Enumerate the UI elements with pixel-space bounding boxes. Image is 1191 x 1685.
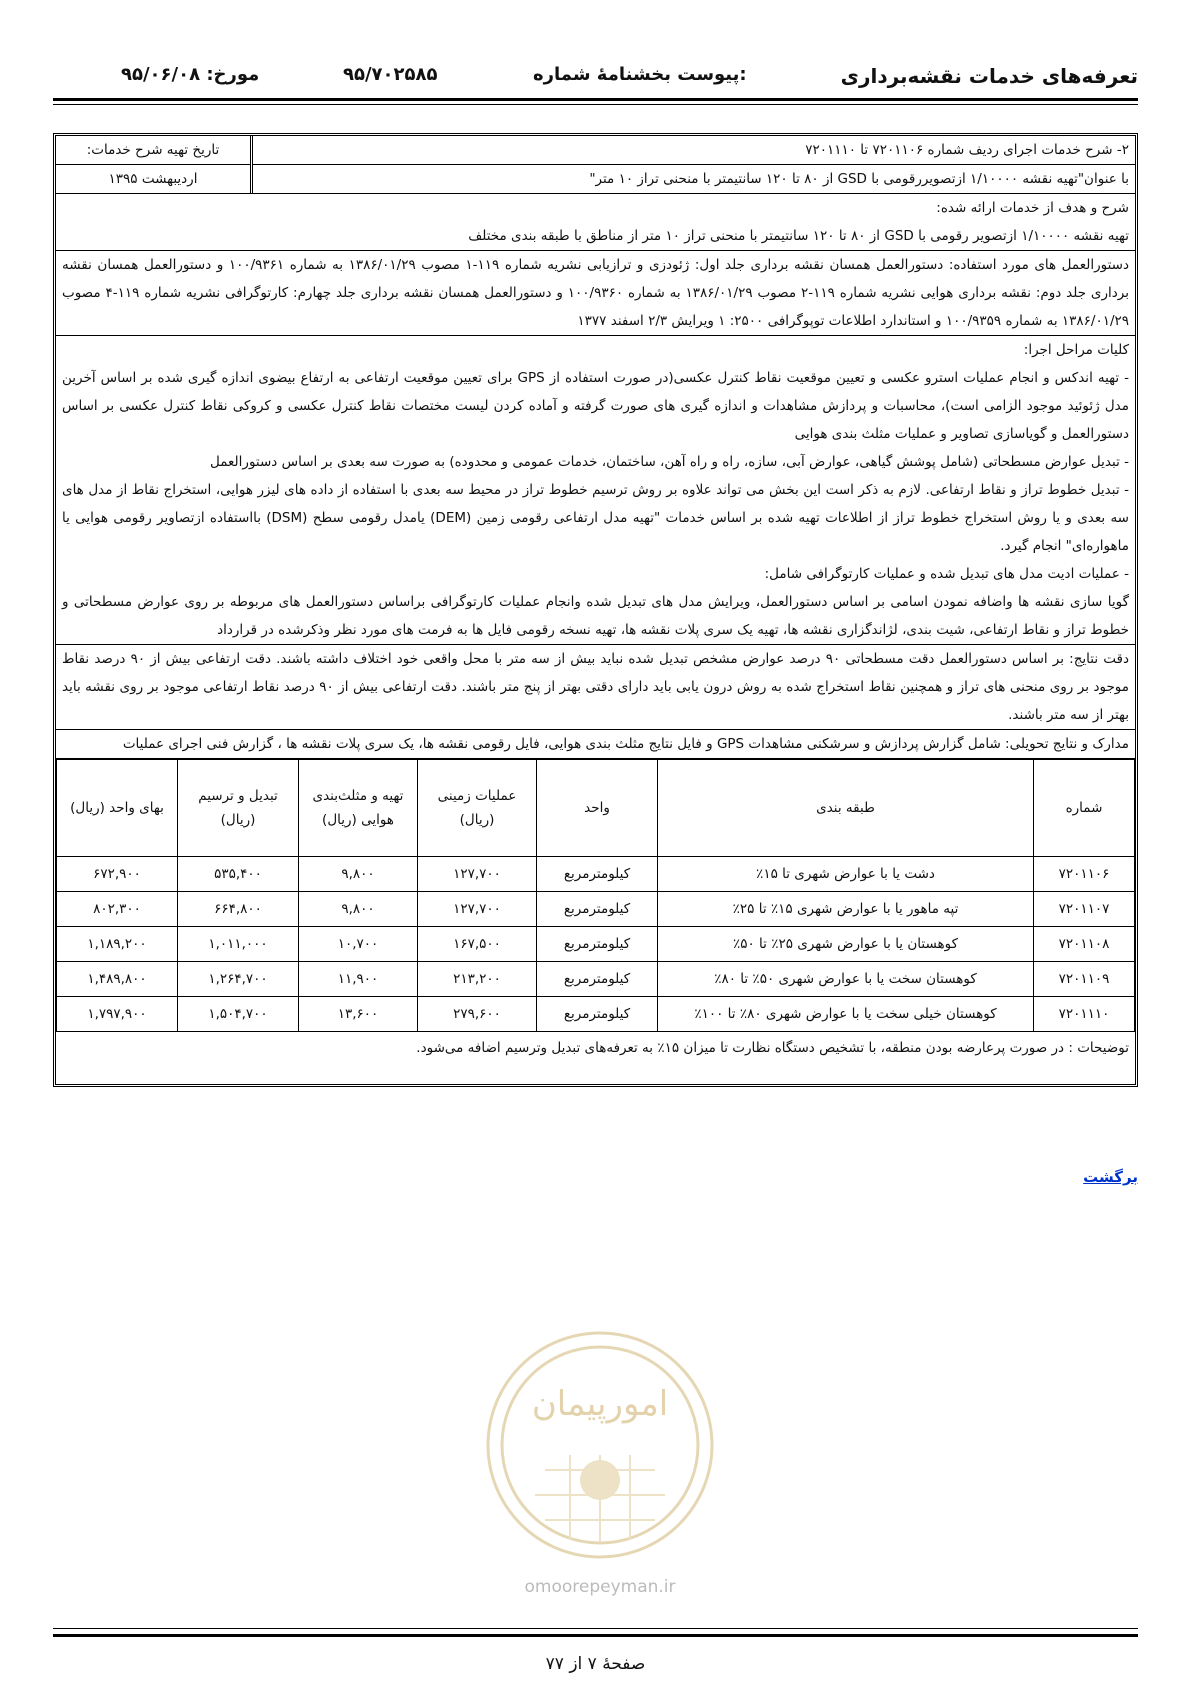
table-row xyxy=(57,857,1135,892)
cell-aerial: ۱۰,۷۰۰ xyxy=(299,927,418,962)
cell-ground: ۲۷۹,۶۰۰ xyxy=(418,997,537,1032)
table-row xyxy=(57,927,1135,962)
cell-unit: کیلومترمربع xyxy=(537,857,658,892)
cell-ground: ۱۶۷,۵۰۰ xyxy=(418,927,537,962)
cell-unit: کیلومترمربع xyxy=(537,927,658,962)
cell-conversion: ۱,۵۰۴,۷۰۰ xyxy=(178,997,299,1032)
cell-unit-price: ۱,۷۹۷,۹۰۰ xyxy=(57,997,178,1032)
header-date: مورخ: ۹۵/۰۶/۰۸ xyxy=(121,64,260,85)
cell-aerial: ۹,۸۰۰ xyxy=(299,892,418,927)
logo-lettering: امورپیمان xyxy=(531,1384,669,1424)
cell-unit: کیلومترمربع xyxy=(537,962,658,997)
cell-ground: ۲۱۳,۲۰۰ xyxy=(418,962,537,997)
col-ground: عملیات زمینی (ریال) xyxy=(418,760,537,857)
cell-aerial: ۱۱,۹۰۰ xyxy=(299,962,418,997)
cell-aerial: ۱۳,۶۰۰ xyxy=(299,997,418,1032)
purpose-title: شرح و هدف از خدمات ارائه شده: xyxy=(936,200,1129,216)
cell-class: کوهستان یا با عوارض شهری ۲۵٪ تا ۵۰٪ xyxy=(658,927,1034,962)
standards-section xyxy=(56,251,1135,336)
watermark-site: omoorepeyman.ir xyxy=(524,1577,676,1597)
cell-unit-price: ۸۰۲,۳۰۰ xyxy=(57,892,178,927)
col-unit-price: بهای واحد (ریال) xyxy=(57,760,178,857)
header-rule-thick xyxy=(53,98,1138,101)
cell-code: ۷۲۰۱۱۰۷ xyxy=(1034,892,1135,927)
col-class: طبقه بندی xyxy=(658,760,1034,857)
cell-unit-price: ۶۷۲,۹۰۰ xyxy=(57,857,178,892)
table-row xyxy=(57,997,1135,1032)
cell-class: کوهستان خیلی سخت یا با عوارض شهری ۸۰٪ تا ۱۰۰٪ xyxy=(658,997,1034,1032)
service-description-box xyxy=(53,133,1138,1087)
service-range: ۲- شرح خدمات اجرای ردیف شماره ۷۲۰۱۱۰۶ تا ۷۲۰۱۱۱۰ xyxy=(253,136,1135,165)
purpose-text: تهیه نقشه ۱/۱۰۰۰۰ ازتصویر رقومی با GSD از ۸۰ تا ۱۲۰ سانتیمتر با منحنی تراز ۱۰ متر از مناطق با طبقه بندی مختلف xyxy=(468,228,1129,244)
col-conversion: تبدیل و ترسیم (ریال) xyxy=(178,760,299,857)
col-aerial: تهیه و مثلث‌بندی هوایی (ریال) xyxy=(299,760,418,857)
page-header xyxy=(53,58,1138,98)
service-title: با عنوان"تهیه نقشه ۱/۱۰۰۰۰ ازتصویررقومی با GSD از ۸۰ تا ۱۲۰ سانتیمتر با منحنی تراز ۱۰ متر" xyxy=(589,171,1129,187)
cell-code: ۷۲۰۱۱۰۹ xyxy=(1034,962,1135,997)
step-1: - تهیه اندکس و انجام عملیات استرو عکسی و تعیین موقعیت نقاط کنترل عکسی(در صورت استفاده از GPS برای تعیین موقعیت ارتفاعی به ارتفاع بیضوی اندازه گیری شده بر اساس آخرین مدل ژئوئید موجود الزامی است)، محاسبات و پردازش مشاهدات و اندازه گیری های صورت گرفته و آماده کردن لیست مختصات نقاط کنترل عکسی و کروکی نقاط کنترل عکسی بر اساس دستورالعمل و گویاسازی تصاویر و عملیات مثلث بندی هوایی xyxy=(62,370,1129,442)
cell-code: ۷۲۰۱۱۱۰ xyxy=(1034,997,1135,1032)
table-note: توضیحات : در صورت پرعارضه بودن منطقه، با تشخیص دستگاه نظارت تا میزان ۱۵٪ به تعرفه‌های تبدیل وترسیم اضافه می‌شود. xyxy=(416,1040,1129,1056)
table-header-row xyxy=(57,760,1135,857)
steps-title: کلیات مراحل اجرا: xyxy=(1023,342,1129,358)
footer-rule-thick xyxy=(53,1634,1138,1637)
col-unit: واحد xyxy=(537,760,658,857)
header-memo-number: ۹۵/۷۰۲۵۸۵ xyxy=(343,64,438,85)
cell-code: ۷۲۰۱۱۰۸ xyxy=(1034,927,1135,962)
step-3: - تبدیل خطوط تراز و نقاط ارتفاعی. لازم به ذکر است این بخش می تواند علاوه بر روش ترسیم خطوط تراز در محیط سه بعدی با استفاده از داده های لیزر هوایی، استخراج نقاط از مدل های سه بعدی و یا روش استخراج خطوط تراز از اطلاعات تهیه شده بر اساس خدمات "تهیه مدل ارتفاعی رقومی زمین (DEM) یامدل رقومی سطح (DSM) بااستفاده ازتصاویر رقومی هوایی یا ماهواره‌ای" انجام گیرد. xyxy=(62,482,1129,554)
header-rule-thin xyxy=(53,104,1138,105)
cell-conversion: ۱,۰۱۱,۰۰۰ xyxy=(178,927,299,962)
service-title-row xyxy=(56,136,1135,194)
cell-code: ۷۲۰۱۱۰۶ xyxy=(1034,857,1135,892)
cell-class: تپه ماهور یا با عوارض شهری ۱۵٪ تا ۲۵٪ xyxy=(658,892,1034,927)
tariff-table xyxy=(56,759,1135,1032)
cell-unit-price: ۱,۴۸۹,۸۰۰ xyxy=(57,962,178,997)
table-row xyxy=(57,892,1135,927)
cell-unit: کیلومترمربع xyxy=(537,997,658,1032)
standards-text: دستورالعمل های مورد استفاده: دستورالعمل همسان نقشه برداری جلد اول: ژئودزی و ترازیابی نشریه شماره ۱۱۹-۱ مصوب ۱۳۸۶/۰۱/۲۹ به شماره ۱۰۰/۹۳۶۱ و دستورالعمل همسان نقشه برداری جلد دوم: نقشه برداری هوایی نشریه شماره ۱۱۹-۲ مصوب ۱۳۸۶/۰۱/۲۹ به شماره ۱۰۰/۹۳۶۰ و دستورالعمل همسان نقشه برداری جلد چهارم: کارتوگرافی نشریه شماره ۱۱۹-۴ مصوب ۱۳۸۶/۰۱/۲۹ به شماره ۱۰۰/۹۳۵۹ و استاندارد اطلاعات توپوگرافی ۲۵۰۰: ۱ ویرایش ۲/۳ اسفند ۱۳۷۷ xyxy=(62,257,1129,329)
cell-conversion: ۶۶۴,۸۰۰ xyxy=(178,892,299,927)
purpose-section xyxy=(56,194,1135,251)
cell-conversion: ۵۳۵,۴۰۰ xyxy=(178,857,299,892)
steps-section xyxy=(56,336,1135,645)
step-4: - عملیات ادیت مدل های تبدیل شده و عملیات کارتوگرافی شامل: xyxy=(764,566,1129,582)
deliverables-text: مدارک و نتایج تحویلی: شامل گزارش پردازش و سرشکنی مشاهدات GPS و فایل نتایج مثلث بندی هوایی، فایل رقومی نقشه ها، یک سری پلات نقشه ها ، گزارش فنی اجرای عملیات xyxy=(122,736,1129,752)
cell-unit-price: ۱,۱۸۹,۲۰۰ xyxy=(57,927,178,962)
prep-date-label: تاریخ تهیه شرح خدمات: xyxy=(56,136,250,165)
footer-rule-thin xyxy=(53,1628,1138,1629)
back-link[interactable]: برگشت xyxy=(1083,1168,1138,1186)
cell-ground: ۱۲۷,۷۰۰ xyxy=(418,892,537,927)
header-memo-label: پیوست بخشنامهٔ شماره: xyxy=(533,64,747,85)
cell-conversion: ۱,۲۶۴,۷۰۰ xyxy=(178,962,299,997)
page-number: صفحهٔ ۷ از ۷۷ xyxy=(545,1654,646,1674)
table-row xyxy=(57,962,1135,997)
step-5: گویا سازی نقشه ها واضافه نمودن اسامی بر اساس دستورالعمل، ویرایش مدل های تبدیل شده وانجام عملیات کارتوگرافی براساس دستورالعمل های مربوطه بر روی عوارض مسطحاتی و خطوط تراز و نقاط ارتفاعی، شیت بندی، لژاندگزاری نقشه ها، تهیه یک سری پلات نقشه ها، تهیه نسخه رقومی فایل ها به فرمت های مورد نظر وذکرشده در قرارداد xyxy=(62,594,1129,638)
cell-aerial: ۹,۸۰۰ xyxy=(299,857,418,892)
cell-ground: ۱۲۷,۷۰۰ xyxy=(418,857,537,892)
accuracy-section xyxy=(56,645,1135,730)
cell-class: کوهستان سخت یا با عوارض شهری ۵۰٪ تا ۸۰٪ xyxy=(658,962,1034,997)
omoorepeyman-watermark-logo xyxy=(475,1320,725,1610)
cell-class: دشت یا با عوارض شهری تا ۱۵٪ xyxy=(658,857,1034,892)
cell-unit: کیلومترمربع xyxy=(537,892,658,927)
col-code: شماره xyxy=(1034,760,1135,857)
header-title: تعرفه‌های خدمات نقشه‌برداری xyxy=(840,64,1138,88)
deliverables-section xyxy=(56,730,1135,759)
accuracy-text: دقت نتایج: بر اساس دستورالعمل دقت مسطحاتی ۹۰ درصد عوارض مشخص تبدیل شده نباید بیش از سه متر با محل واقعی خود اختلاف داشته باشند. دقت ارتفاعی بیش از ۹۰ درصد نقاط موجود بر روی منحنی های تراز و همچنین نقاط استخراج شده به روش درون یابی باید دارای دقتی بهتر از پنج متر باشند. دقت ارتفاعی بیش از ۹۰ درصد نقاط ارتفاعی موجود بر روی نقشه باید بهتر از سه متر باشند. xyxy=(62,651,1129,723)
step-2: - تبدیل عوارض مسطحاتی (شامل پوشش گیاهی، عوارض آبی، سازه، راه و راه آهن، ساختمان، خدمات عمومی و محدوده) به صورت سه بعدی بر اساس دستورالعمل xyxy=(210,454,1129,470)
prep-date-value: اردیبهشت ۱۳۹۵ xyxy=(108,171,198,187)
